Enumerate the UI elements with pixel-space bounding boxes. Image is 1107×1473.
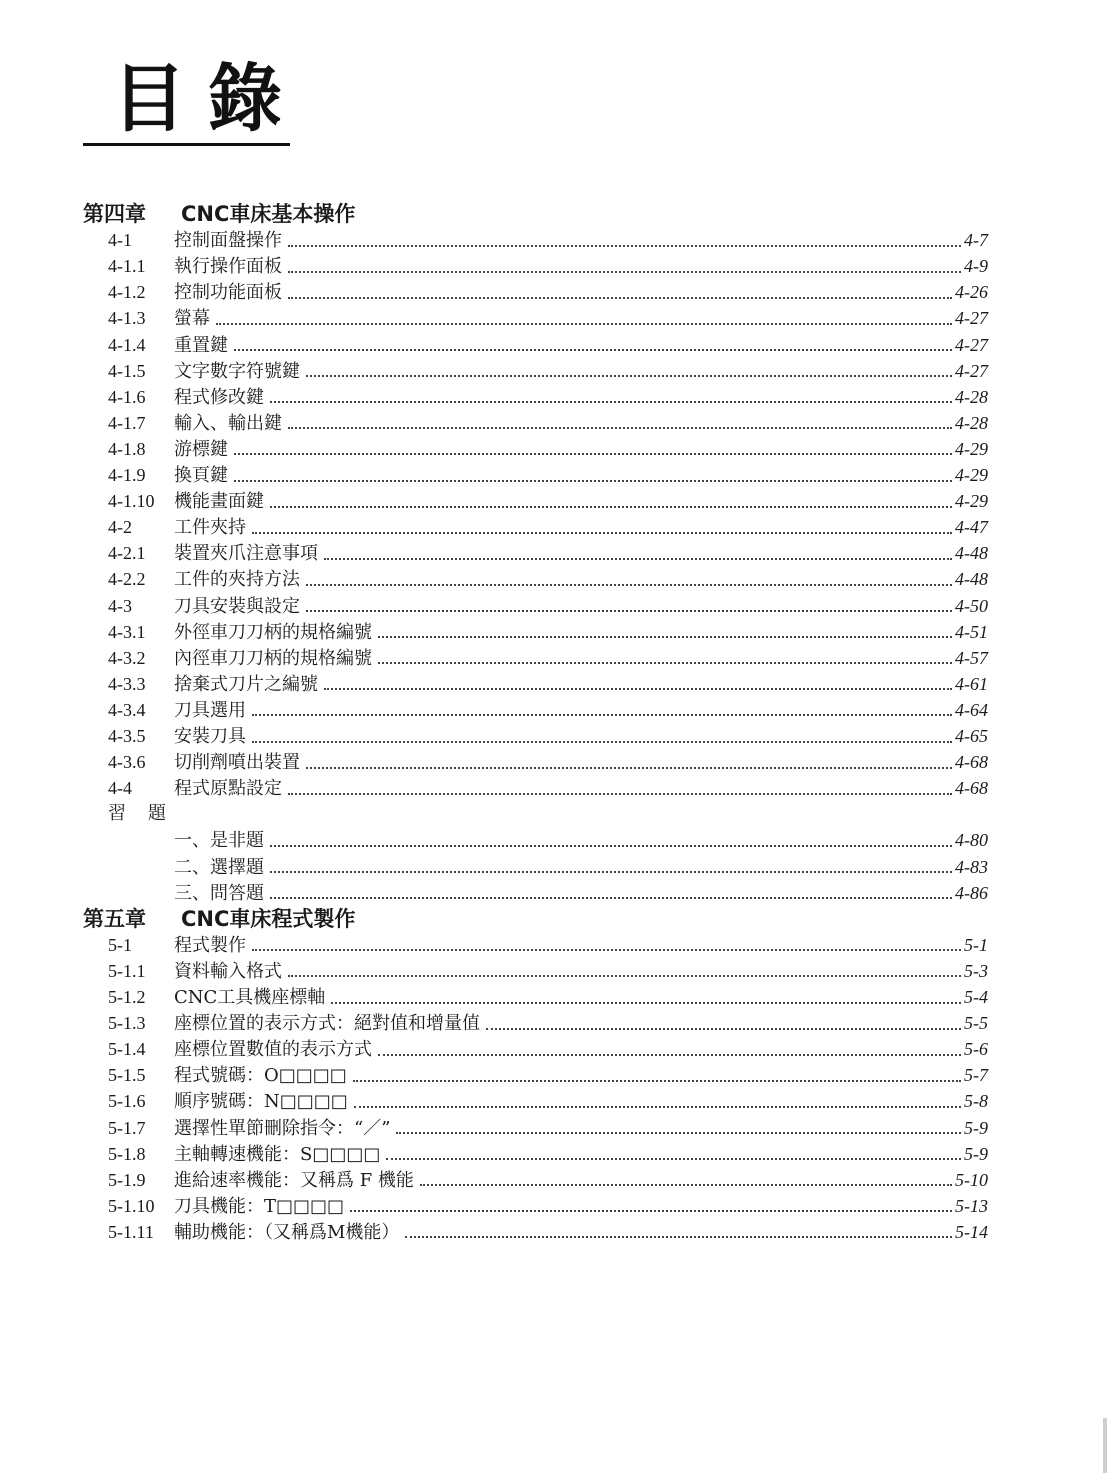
toc-entry[interactable] xyxy=(108,410,988,436)
section-title: 進給速率機能：又稱爲 F 機能 xyxy=(174,1169,414,1191)
section-title: 內徑車刀刀柄的規格編號 xyxy=(174,647,372,669)
section-number: 4-3.1 xyxy=(108,621,146,642)
page-number: 4-7 xyxy=(964,230,988,251)
dot-leader xyxy=(234,479,952,482)
section-title: 控制功能面板 xyxy=(174,282,282,304)
section-number: 5-1.6 xyxy=(108,1091,146,1112)
dot-leader xyxy=(378,635,952,638)
section-number: 5-1.7 xyxy=(108,1117,146,1138)
section-title: 程式號碼：O□□□□ xyxy=(174,1065,347,1087)
dot-leader xyxy=(288,426,952,429)
dot-leader xyxy=(288,270,961,273)
toc-entry[interactable] xyxy=(108,462,988,488)
toc-entry[interactable] xyxy=(108,984,988,1010)
section-number: 4-3.3 xyxy=(108,673,146,694)
dot-leader xyxy=(331,1001,961,1004)
section-title: 程式製作 xyxy=(174,934,246,956)
page-number: 5-10 xyxy=(955,1169,988,1190)
toc-entry[interactable] xyxy=(108,671,988,697)
section-title: 安裝刀具 xyxy=(174,726,246,747)
toc-entry[interactable] xyxy=(108,1010,988,1036)
section-number: 5-1.9 xyxy=(108,1169,146,1190)
page-number: 4-29 xyxy=(955,438,988,459)
page-number: 5-5 xyxy=(964,1013,988,1034)
toc-entry[interactable] xyxy=(108,488,988,514)
dot-leader xyxy=(252,948,961,951)
dot-leader xyxy=(350,1209,952,1212)
section-title: 機能畫面鍵 xyxy=(174,491,264,513)
dot-leader xyxy=(216,322,952,325)
dot-leader xyxy=(270,844,952,847)
section-number: 5-1.5 xyxy=(108,1065,146,1086)
dot-leader xyxy=(405,1235,952,1238)
toc-entry[interactable] xyxy=(108,436,988,462)
toc-entry[interactable] xyxy=(108,514,988,540)
toc-entry[interactable] xyxy=(108,279,988,305)
section-number: 4-3.2 xyxy=(108,647,146,668)
toc-entry[interactable] xyxy=(108,253,988,279)
section-title: 換頁鍵 xyxy=(174,465,228,486)
toc-entry[interactable] xyxy=(108,749,988,775)
section-title: 刀具機能：T□□□□ xyxy=(174,1195,345,1217)
section-title: 座標位置數值的表示方式 xyxy=(174,1039,372,1061)
dot-leader xyxy=(306,374,952,377)
section-title: 外徑車刀刀柄的規格編號 xyxy=(174,621,372,643)
page-number: 4-29 xyxy=(955,465,988,485)
toc-entry[interactable] xyxy=(108,1193,988,1219)
section-title: 刀具安裝與設定 xyxy=(174,595,300,617)
section-title: 資料輸入格式 xyxy=(174,960,282,982)
page-number: 4-9 xyxy=(964,256,988,277)
chapter-heading[interactable] xyxy=(83,906,355,932)
page-number: 5-7 xyxy=(964,1065,988,1086)
dot-leader xyxy=(306,766,952,769)
section-number: 5-1.2 xyxy=(108,987,146,1007)
dot-leader xyxy=(288,244,961,247)
toc-entry[interactable] xyxy=(108,384,988,410)
toc-entry[interactable] xyxy=(108,827,988,853)
dot-leader xyxy=(306,583,952,586)
toc-entry[interactable] xyxy=(108,1088,988,1114)
dot-leader xyxy=(270,896,952,899)
dot-leader xyxy=(270,400,952,403)
page-number: 5-9 xyxy=(964,1143,988,1164)
toc-entry[interactable] xyxy=(108,958,988,984)
dot-leader xyxy=(420,1183,952,1186)
chapter-number: 第四章 xyxy=(83,202,146,226)
dot-leader xyxy=(234,348,952,351)
toc-entry[interactable] xyxy=(108,775,988,801)
section-title: 程式修改鍵 xyxy=(174,386,264,408)
section-title: 重置鍵 xyxy=(174,334,228,356)
page-number: 4-29 xyxy=(955,491,988,512)
page-number: 4-57 xyxy=(955,647,988,668)
section-number: 4-1.8 xyxy=(108,438,146,459)
section-title: 文字數字符號鍵 xyxy=(174,360,300,382)
toc-entry[interactable] xyxy=(108,332,988,358)
section-number: 5-1.11 xyxy=(108,1221,154,1242)
page-number: 4-27 xyxy=(955,308,988,329)
page-number: 4-61 xyxy=(955,673,988,694)
section-number: 4-1.9 xyxy=(108,465,146,485)
section-title: 二、選擇題 xyxy=(174,856,264,878)
section-title: 游標鍵 xyxy=(174,438,228,460)
section-number: 4-1.3 xyxy=(108,308,146,329)
chapter-heading[interactable] xyxy=(83,201,355,227)
toc-entry[interactable] xyxy=(108,1141,988,1167)
dot-leader xyxy=(270,870,952,873)
toc-entry[interactable] xyxy=(108,880,988,906)
toc-entry[interactable] xyxy=(108,1036,988,1062)
toc-entry[interactable] xyxy=(108,723,988,749)
toc-entry[interactable] xyxy=(108,1219,988,1245)
section-number: 5-1.1 xyxy=(108,960,146,981)
section-title: CNC工具機座標軸 xyxy=(174,987,326,1008)
dot-leader xyxy=(270,505,952,508)
page-number: 4-86 xyxy=(955,882,988,903)
toc-entry[interactable] xyxy=(108,540,988,566)
toc-entry[interactable] xyxy=(108,227,988,253)
dot-leader xyxy=(486,1027,961,1030)
section-number: 4-1.6 xyxy=(108,386,146,407)
section-number: 4-1.2 xyxy=(108,282,146,303)
page-number: 4-48 xyxy=(955,569,988,590)
section-title: 捨棄式刀片之編號 xyxy=(174,673,318,695)
dot-leader xyxy=(306,609,952,612)
dot-leader xyxy=(378,1053,961,1056)
chapter-title: CNC車床基本操作 xyxy=(181,202,356,226)
section-number: 4-2 xyxy=(108,517,132,538)
section-title: 執行操作面板 xyxy=(174,256,282,278)
page-number: 4-47 xyxy=(955,517,988,538)
section-number: 5-1.8 xyxy=(108,1143,146,1164)
section-title: 座標位置的表示方式：絕對值和增量值 xyxy=(174,1013,480,1035)
section-title: 工件夾持 xyxy=(174,517,246,539)
section-title: 輸入、輸出鍵 xyxy=(174,412,282,434)
section-title: 工件的夾持方法 xyxy=(174,569,300,591)
page-number: 4-27 xyxy=(955,334,988,355)
page-number: 4-83 xyxy=(955,856,988,877)
page-number: 4-28 xyxy=(955,386,988,407)
chapter-title: CNC車床程式製作 xyxy=(181,906,356,931)
section-title: 一、是非題 xyxy=(174,830,264,852)
section-title: 三、問答題 xyxy=(174,882,264,904)
section-title: 裝置夾爪注意事項 xyxy=(174,543,318,565)
section-number: 5-1.10 xyxy=(108,1195,155,1216)
dot-leader xyxy=(234,452,952,455)
toc-entry[interactable] xyxy=(108,854,988,880)
page-number: 4-68 xyxy=(955,752,988,773)
dot-leader xyxy=(386,1157,961,1160)
toc-entry[interactable] xyxy=(108,305,988,331)
page-number: 4-80 xyxy=(955,830,988,851)
section-title: 選擇性單節刪除指令：“／” xyxy=(174,1117,391,1139)
page-number: 4-68 xyxy=(955,778,988,799)
toc-entry[interactable] xyxy=(108,645,988,671)
page-number: 5-9 xyxy=(964,1117,988,1138)
exercises-heading: 習題 xyxy=(108,803,188,825)
dot-leader xyxy=(324,687,952,690)
section-number: 4-3 xyxy=(108,595,132,616)
section-number: 4-3.6 xyxy=(108,752,146,773)
section-title: 切削劑噴出裝置 xyxy=(174,752,300,774)
section-number: 4-4 xyxy=(108,778,132,799)
page-number: 4-27 xyxy=(955,360,988,381)
toc-entry[interactable] xyxy=(108,932,988,958)
page-number: 5-4 xyxy=(964,987,988,1007)
toc-entry[interactable] xyxy=(108,697,988,723)
page-edge-mark xyxy=(1103,1418,1107,1473)
page-number: 5-13 xyxy=(955,1195,988,1216)
dot-leader xyxy=(354,1105,961,1108)
dot-leader xyxy=(252,713,952,716)
dot-leader xyxy=(252,740,952,743)
dot-leader xyxy=(288,792,952,795)
page-number: 5-6 xyxy=(964,1039,988,1060)
section-number: 4-1.4 xyxy=(108,334,146,355)
chapter-number: 第五章 xyxy=(83,906,146,931)
toc-entry[interactable] xyxy=(108,619,988,645)
section-number: 4-1.5 xyxy=(108,360,146,381)
section-title: 輔助機能：（又稱爲M機能） xyxy=(174,1221,400,1243)
section-number: 4-1.1 xyxy=(108,256,146,277)
section-number: 4-1.7 xyxy=(108,412,146,433)
toc-entry[interactable] xyxy=(108,1062,988,1088)
dot-leader xyxy=(353,1079,961,1082)
toc-entry[interactable] xyxy=(108,1167,988,1193)
dot-leader xyxy=(252,531,952,534)
section-number: 5-1 xyxy=(108,934,132,955)
page-title: 目錄 xyxy=(112,56,304,142)
page-number: 4-65 xyxy=(955,726,988,746)
dot-leader xyxy=(288,296,952,299)
page-number: 5-8 xyxy=(964,1091,988,1112)
page-number: 5-14 xyxy=(955,1221,988,1242)
section-number: 4-2.2 xyxy=(108,569,146,590)
section-title: 螢幕 xyxy=(174,308,210,330)
page-number: 4-50 xyxy=(955,595,988,616)
dot-leader xyxy=(288,974,961,977)
page-number: 5-3 xyxy=(964,960,988,981)
page-number: 4-28 xyxy=(955,412,988,433)
section-number: 4-2.1 xyxy=(108,543,146,564)
section-number: 4-1.10 xyxy=(108,491,155,512)
section-title: 程式原點設定 xyxy=(174,778,282,800)
section-title: 刀具選用 xyxy=(174,699,246,721)
title-underline xyxy=(83,143,290,146)
section-number: 4-3.5 xyxy=(108,726,146,746)
dot-leader xyxy=(324,557,952,560)
section-title: 順序號碼：N□□□□ xyxy=(174,1091,348,1113)
section-number: 4-1 xyxy=(108,230,132,251)
section-number: 5-1.3 xyxy=(108,1013,146,1034)
dot-leader xyxy=(378,661,952,664)
toc-entry[interactable] xyxy=(108,593,988,619)
toc-entry[interactable] xyxy=(108,566,988,592)
toc-entry[interactable] xyxy=(108,358,988,384)
page-number: 5-1 xyxy=(964,934,988,955)
page-number: 4-48 xyxy=(955,543,988,564)
page-number: 4-26 xyxy=(955,282,988,303)
section-title: 控制面盤操作 xyxy=(174,230,282,252)
toc-entry[interactable] xyxy=(108,1115,988,1141)
section-title: 主軸轉速機能：S□□□□ xyxy=(174,1143,381,1165)
section-number: 5-1.4 xyxy=(108,1039,146,1060)
page-number: 4-51 xyxy=(955,621,988,642)
page-number: 4-64 xyxy=(955,699,988,720)
dot-leader xyxy=(396,1131,961,1134)
section-number: 4-3.4 xyxy=(108,699,146,720)
